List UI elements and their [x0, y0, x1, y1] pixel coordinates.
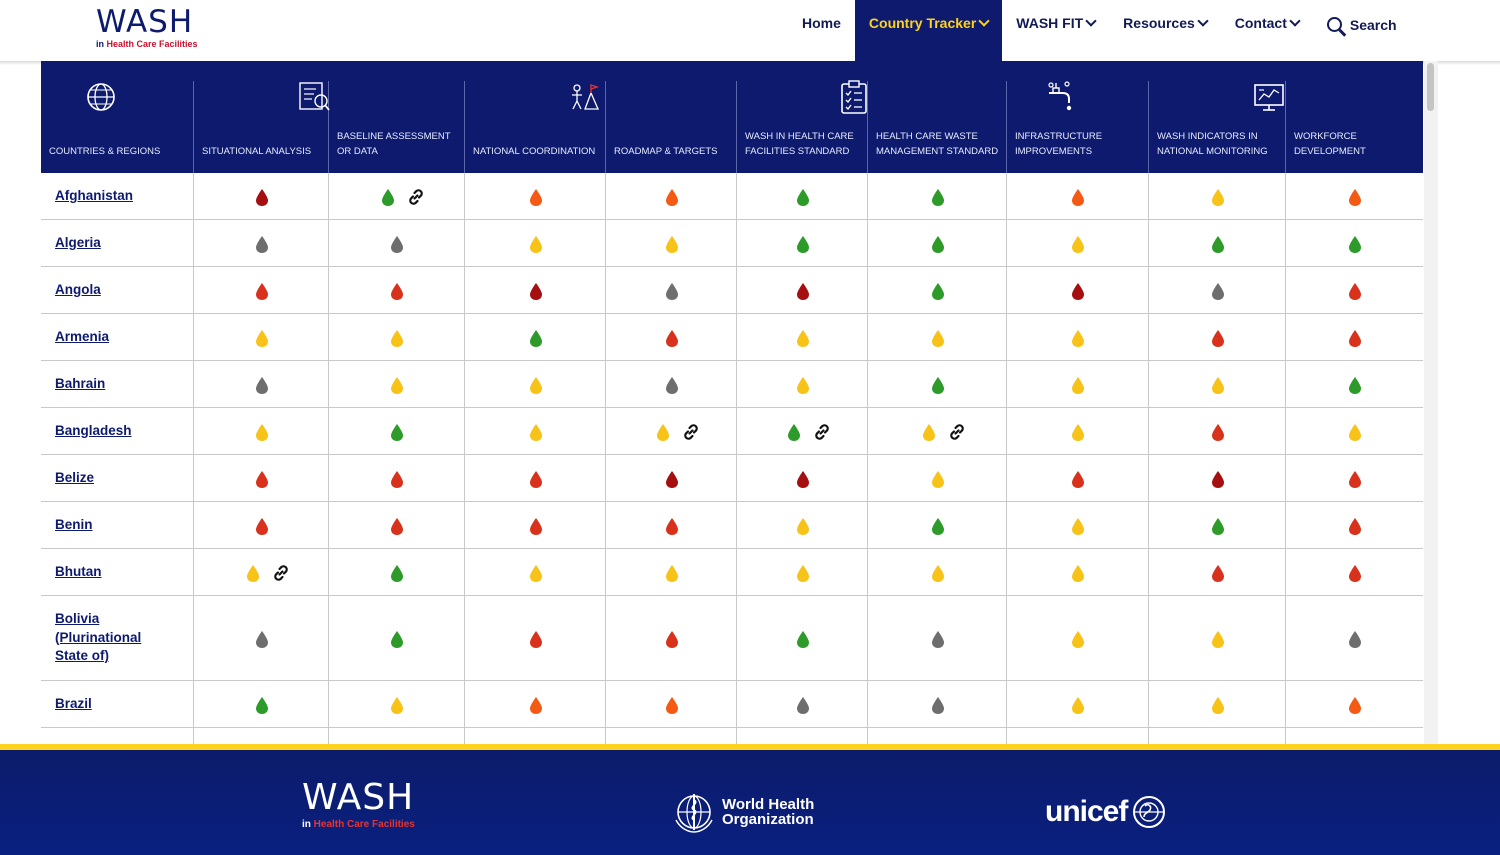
who-emblem-icon — [672, 790, 716, 834]
status-drop-icon — [391, 471, 403, 488]
status-cell — [736, 549, 867, 595]
column-header-label: ROADMAP & TARGETS — [614, 146, 718, 157]
footer-wash-logo-text: WASH — [302, 777, 415, 818]
status-cell — [464, 314, 605, 360]
link-icon[interactable] — [947, 422, 967, 442]
column-header — [1006, 81, 1148, 173]
status-cell — [1285, 549, 1423, 595]
table-row — [41, 173, 1423, 220]
status-cell — [193, 681, 328, 727]
status-drop-icon — [797, 189, 809, 206]
status-cell — [1148, 408, 1285, 454]
column-header-label: HEALTH CARE WASTE MANAGEMENT STANDARD — [876, 131, 999, 157]
status-drop-icon — [1212, 697, 1224, 714]
status-cell — [1006, 455, 1148, 501]
status-drop-icon — [530, 565, 542, 582]
search-icon — [1327, 17, 1342, 32]
status-drop-icon — [1072, 697, 1084, 714]
status-cell — [464, 173, 605, 219]
status-cell — [605, 220, 736, 266]
status-cell — [1006, 408, 1148, 454]
nav-country-tracker[interactable]: Country Tracker — [855, 0, 1002, 61]
status-cell — [1148, 596, 1285, 680]
top-navigation-bar — [0, 0, 1500, 61]
country-link[interactable]: Bhutan — [55, 564, 102, 579]
status-drop-icon — [1349, 471, 1361, 488]
column-header — [605, 81, 736, 173]
column-header-label: NATIONAL COORDINATION — [473, 146, 596, 157]
status-cell — [464, 549, 605, 595]
status-cell — [1006, 502, 1148, 548]
status-drop-icon — [256, 377, 268, 394]
country-link[interactable]: Armenia — [55, 329, 110, 344]
status-cell — [605, 408, 736, 454]
status-cell — [464, 728, 605, 744]
status-drop-icon — [391, 697, 403, 714]
status-drop-icon — [382, 189, 394, 206]
status-drop-icon — [1349, 189, 1361, 206]
status-cell — [867, 361, 1006, 407]
analysis-icon — [296, 79, 330, 115]
table-row — [41, 455, 1423, 502]
status-cell — [1006, 267, 1148, 313]
status-drop-icon — [797, 330, 809, 347]
status-drop-icon — [666, 236, 678, 253]
status-cell — [1006, 728, 1148, 744]
link-icon[interactable] — [681, 422, 701, 442]
status-drop-icon — [666, 565, 678, 582]
status-drop-icon — [1212, 330, 1224, 347]
table-row — [41, 314, 1423, 361]
status-cell — [328, 728, 464, 744]
status-drop-icon — [1349, 631, 1361, 648]
status-cell — [1148, 173, 1285, 219]
status-cell — [328, 314, 464, 360]
scrollbar-thumb[interactable] — [1427, 63, 1434, 111]
status-drop-icon — [797, 518, 809, 535]
main-nav — [788, 0, 1411, 61]
column-header-label: WASH INDICATORS IN NATIONAL MONITORING — [1157, 131, 1268, 157]
status-drop-icon — [788, 424, 800, 441]
status-cell — [605, 267, 736, 313]
status-drop-icon — [1212, 189, 1224, 206]
country-link[interactable]: Bangladesh — [55, 423, 132, 438]
status-drop-icon — [932, 518, 944, 535]
status-cell — [193, 173, 328, 219]
status-drop-icon — [256, 631, 268, 648]
status-drop-icon — [797, 631, 809, 648]
status-drop-icon — [932, 330, 944, 347]
status-cell — [867, 728, 1006, 744]
status-cell — [1285, 502, 1423, 548]
status-drop-icon — [1212, 236, 1224, 253]
status-cell — [464, 681, 605, 727]
status-drop-icon — [932, 631, 944, 648]
status-drop-icon — [797, 697, 809, 714]
status-drop-icon — [391, 377, 403, 394]
unicef-emblem-icon — [1131, 794, 1167, 830]
status-drop-icon — [256, 424, 268, 441]
status-cell — [736, 314, 867, 360]
status-drop-icon — [666, 471, 678, 488]
status-drop-icon — [797, 377, 809, 394]
table-row — [41, 549, 1423, 596]
status-drop-icon — [666, 330, 678, 347]
status-cell — [1148, 267, 1285, 313]
status-cell — [193, 596, 328, 680]
status-cell — [1285, 314, 1423, 360]
status-drop-icon — [666, 697, 678, 714]
status-drop-icon — [256, 236, 268, 253]
status-drop-icon — [530, 631, 542, 648]
status-cell — [736, 361, 867, 407]
status-cell — [867, 408, 1006, 454]
status-drop-icon — [932, 377, 944, 394]
column-header — [1285, 81, 1423, 173]
status-drop-icon — [1349, 518, 1361, 535]
status-cell — [328, 220, 464, 266]
status-drop-icon — [1072, 189, 1084, 206]
status-drop-icon — [1072, 471, 1084, 488]
status-drop-icon — [1072, 236, 1084, 253]
status-drop-icon — [1212, 631, 1224, 648]
status-drop-icon — [797, 236, 809, 253]
status-drop-icon — [1349, 697, 1361, 714]
status-cell — [1285, 173, 1423, 219]
country-tracker-table — [41, 61, 1423, 744]
who-text: World Health Organization — [722, 796, 815, 828]
status-cell — [1285, 220, 1423, 266]
table-row — [41, 220, 1423, 267]
status-cell — [193, 455, 328, 501]
status-drop-icon — [256, 471, 268, 488]
status-drop-icon — [256, 189, 268, 206]
country-link[interactable]: Brazil — [55, 696, 92, 711]
chevron-down-icon — [979, 15, 990, 26]
status-drop-icon — [1072, 330, 1084, 347]
status-drop-icon — [932, 697, 944, 714]
status-drop-icon — [391, 631, 403, 648]
status-cell — [736, 728, 867, 744]
status-cell — [464, 267, 605, 313]
status-cell — [1148, 502, 1285, 548]
column-header-label: WORKFORCE DEVELOPMENT — [1294, 131, 1366, 157]
status-drop-icon — [1072, 377, 1084, 394]
status-cell — [736, 408, 867, 454]
country-link[interactable]: Afghanistan — [55, 188, 134, 203]
vertical-scrollbar[interactable] — [1424, 61, 1438, 744]
status-drop-icon — [247, 565, 259, 582]
status-drop-icon — [1072, 565, 1084, 582]
status-drop-icon — [530, 471, 542, 488]
nav-contact[interactable]: Contact — [1221, 0, 1313, 61]
footer-wash-logo[interactable] — [302, 777, 415, 830]
status-cell — [736, 267, 867, 313]
wash-logo[interactable] — [96, 6, 216, 54]
country-link[interactable]: Angola — [55, 282, 101, 297]
status-cell — [605, 173, 736, 219]
table-header — [41, 61, 1423, 173]
status-cell — [1285, 408, 1423, 454]
nav-home[interactable]: Home — [802, 15, 841, 31]
coordination-icon — [567, 79, 601, 115]
status-cell — [464, 502, 605, 548]
status-drop-icon — [932, 471, 944, 488]
status-cell — [736, 173, 867, 219]
country-link[interactable]: Bahrain — [55, 376, 106, 391]
status-drop-icon — [797, 565, 809, 582]
status-cell — [328, 361, 464, 407]
nav-search[interactable]: Search — [1313, 0, 1411, 61]
globe-icon — [84, 79, 118, 115]
status-drop-icon — [1349, 236, 1361, 253]
table-row — [41, 728, 1423, 744]
status-drop-icon — [1212, 283, 1224, 300]
status-cell — [1148, 549, 1285, 595]
link-icon[interactable] — [406, 187, 426, 207]
status-drop-icon — [530, 189, 542, 206]
country-link[interactable]: Bolivia (Plurinational State of) — [55, 611, 142, 663]
status-cell — [867, 596, 1006, 680]
table-row — [41, 408, 1423, 455]
status-cell — [193, 549, 328, 595]
status-cell — [1006, 314, 1148, 360]
column-header-label: WASH IN HEALTH CARE FACILITIES STANDARD — [745, 131, 854, 157]
status-cell — [867, 267, 1006, 313]
country-link[interactable]: Algeria — [55, 235, 101, 250]
status-drop-icon — [391, 565, 403, 582]
status-drop-icon — [666, 518, 678, 535]
nav-wash-fit[interactable]: WASH FIT — [1002, 0, 1109, 61]
column-header-label: COUNTRIES & REGIONS — [49, 146, 161, 157]
status-cell — [1285, 728, 1423, 744]
status-drop-icon — [530, 377, 542, 394]
table-row — [41, 267, 1423, 314]
status-cell — [605, 455, 736, 501]
status-drop-icon — [657, 424, 669, 441]
status-drop-icon — [923, 424, 935, 441]
status-cell — [1148, 455, 1285, 501]
column-header-label: INFRASTRUCTURE IMPROVEMENTS — [1015, 131, 1103, 157]
status-cell — [328, 681, 464, 727]
footer — [0, 744, 1500, 855]
chevron-down-icon — [1289, 15, 1300, 26]
status-cell — [328, 502, 464, 548]
status-cell — [1285, 361, 1423, 407]
status-drop-icon — [530, 697, 542, 714]
status-cell — [1285, 681, 1423, 727]
country-link[interactable]: Belize — [55, 470, 95, 485]
country-link[interactable]: Benin — [55, 517, 93, 532]
status-drop-icon — [797, 471, 809, 488]
status-drop-icon — [530, 330, 542, 347]
status-cell — [464, 455, 605, 501]
chevron-down-icon — [1197, 15, 1208, 26]
status-cell — [605, 361, 736, 407]
status-cell — [605, 596, 736, 680]
unicef-logo[interactable] — [1045, 794, 1167, 830]
link-icon[interactable] — [271, 563, 291, 583]
wash-logo-subtitle: in Health Care Facilities — [96, 39, 198, 49]
status-cell — [1285, 455, 1423, 501]
status-cell — [464, 361, 605, 407]
status-drop-icon — [1212, 471, 1224, 488]
status-cell — [328, 549, 464, 595]
status-cell — [328, 267, 464, 313]
status-drop-icon — [1349, 424, 1361, 441]
status-cell — [605, 502, 736, 548]
status-drop-icon — [391, 424, 403, 441]
status-drop-icon — [391, 283, 403, 300]
status-drop-icon — [1349, 377, 1361, 394]
chevron-down-icon — [1086, 15, 1097, 26]
status-cell — [736, 596, 867, 680]
status-cell — [1006, 220, 1148, 266]
table-row — [41, 502, 1423, 549]
status-cell — [867, 502, 1006, 548]
status-drop-icon — [1072, 283, 1084, 300]
status-drop-icon — [666, 377, 678, 394]
status-drop-icon — [391, 518, 403, 535]
status-drop-icon — [666, 283, 678, 300]
status-drop-icon — [1349, 330, 1361, 347]
status-cell — [193, 502, 328, 548]
status-cell — [328, 173, 464, 219]
status-drop-icon — [1072, 518, 1084, 535]
status-drop-icon — [256, 330, 268, 347]
status-drop-icon — [1072, 631, 1084, 648]
status-cell — [867, 681, 1006, 727]
status-cell — [1148, 314, 1285, 360]
status-drop-icon — [797, 283, 809, 300]
status-drop-icon — [1072, 424, 1084, 441]
status-drop-icon — [530, 424, 542, 441]
footer-wash-logo-subtitle: in Health Care Facilities — [302, 819, 415, 830]
status-drop-icon — [932, 283, 944, 300]
status-cell — [193, 361, 328, 407]
status-cell — [1148, 728, 1285, 744]
status-cell — [1148, 220, 1285, 266]
status-cell — [867, 549, 1006, 595]
status-cell — [1148, 681, 1285, 727]
monitor-icon — [1252, 79, 1286, 115]
column-header-label: SITUATIONAL ANALYSIS — [202, 146, 312, 157]
status-cell — [464, 596, 605, 680]
status-cell — [193, 220, 328, 266]
status-cell — [193, 728, 328, 744]
status-cell — [1148, 361, 1285, 407]
status-cell — [1285, 596, 1423, 680]
status-drop-icon — [932, 189, 944, 206]
status-cell — [1006, 173, 1148, 219]
status-cell — [1006, 549, 1148, 595]
unicef-text: unicef — [1045, 795, 1128, 828]
status-drop-icon — [1349, 565, 1361, 582]
status-drop-icon — [1212, 424, 1224, 441]
status-drop-icon — [530, 236, 542, 253]
status-cell — [464, 408, 605, 454]
status-drop-icon — [391, 236, 403, 253]
table-row — [41, 596, 1423, 681]
status-cell — [193, 408, 328, 454]
status-drop-icon — [1212, 377, 1224, 394]
column-header — [328, 81, 464, 173]
status-cell — [1285, 267, 1423, 313]
column-header — [867, 81, 1006, 173]
link-icon[interactable] — [812, 422, 832, 442]
status-drop-icon — [666, 631, 678, 648]
status-drop-icon — [256, 518, 268, 535]
tap-icon — [1043, 79, 1077, 115]
status-cell — [736, 455, 867, 501]
status-drop-icon — [530, 283, 542, 300]
checklist-icon — [837, 79, 871, 115]
nav-resources[interactable]: Resources — [1109, 0, 1221, 61]
status-cell — [328, 596, 464, 680]
status-cell — [605, 681, 736, 727]
status-cell — [328, 455, 464, 501]
status-cell — [605, 728, 736, 744]
status-drop-icon — [256, 283, 268, 300]
status-cell — [1006, 681, 1148, 727]
status-cell — [867, 314, 1006, 360]
status-cell — [328, 408, 464, 454]
status-cell — [736, 681, 867, 727]
table-row — [41, 361, 1423, 408]
status-drop-icon — [666, 189, 678, 206]
status-cell — [736, 502, 867, 548]
status-drop-icon — [932, 565, 944, 582]
status-drop-icon — [1349, 283, 1361, 300]
status-cell — [867, 173, 1006, 219]
wash-logo-text: WASH — [96, 4, 194, 40]
status-cell — [193, 267, 328, 313]
status-cell — [1006, 596, 1148, 680]
status-cell — [867, 220, 1006, 266]
status-drop-icon — [1212, 565, 1224, 582]
status-cell — [1006, 361, 1148, 407]
status-drop-icon — [256, 697, 268, 714]
status-drop-icon — [932, 236, 944, 253]
status-drop-icon — [391, 330, 403, 347]
status-drop-icon — [1212, 518, 1224, 535]
who-logo[interactable] — [672, 790, 814, 834]
status-cell — [193, 314, 328, 360]
column-header-label: BASELINE ASSESSMENT OR DATA — [337, 131, 451, 157]
status-drop-icon — [530, 518, 542, 535]
status-cell — [464, 220, 605, 266]
status-cell — [867, 455, 1006, 501]
table-row — [41, 681, 1423, 728]
status-cell — [605, 314, 736, 360]
status-cell — [736, 220, 867, 266]
status-cell — [605, 549, 736, 595]
